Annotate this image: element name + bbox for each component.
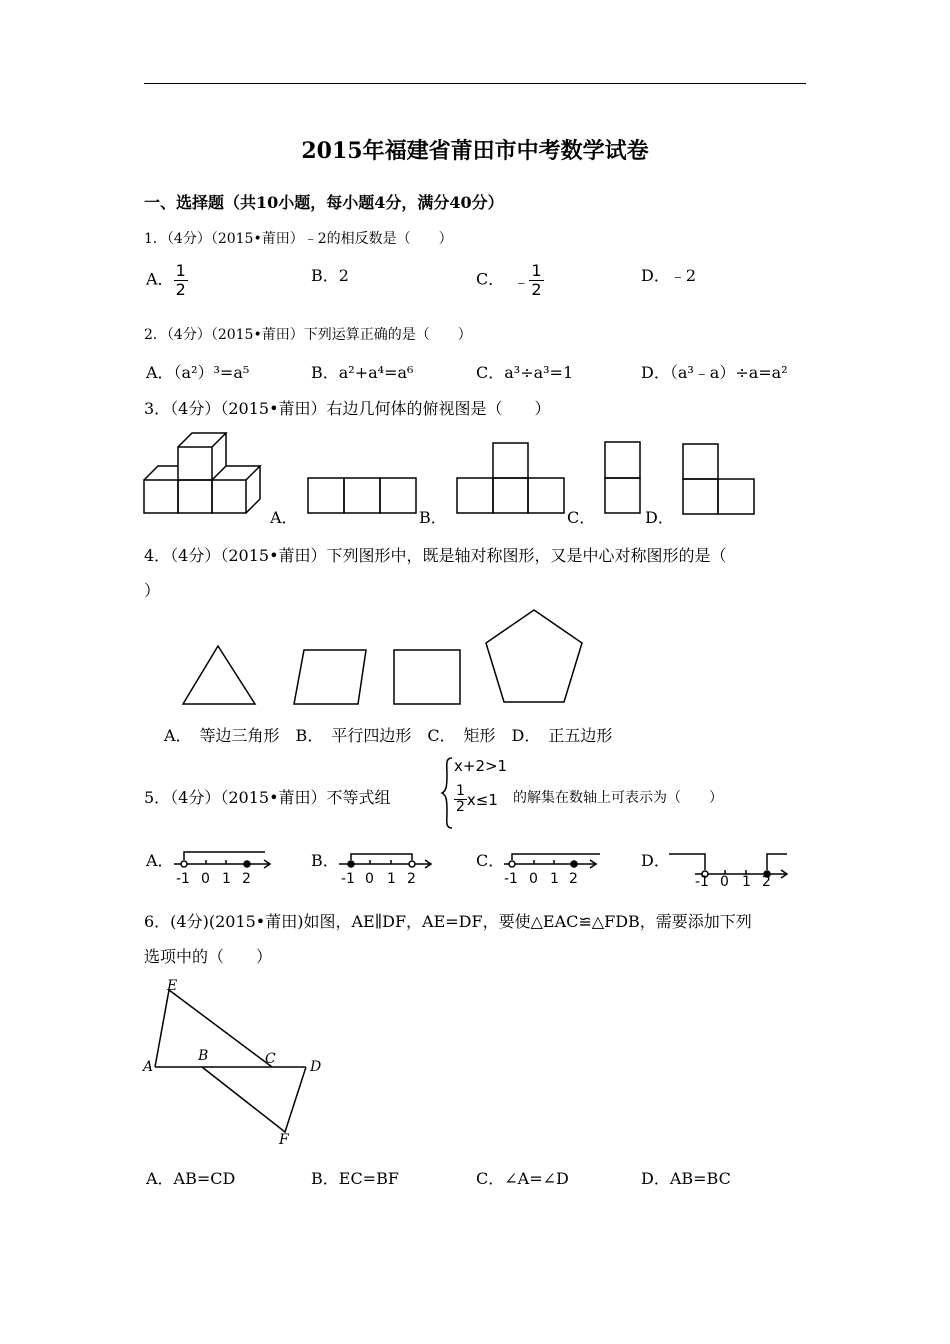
label-a: A: [143, 1059, 154, 1075]
system-brace: [440, 755, 454, 831]
question-3-option-d[interactable]: D．: [645, 508, 674, 527]
solid-figure: [140, 426, 270, 518]
tick-label: 2: [407, 871, 416, 886]
question-6-option-a[interactable]: A．AB=CD: [146, 1169, 236, 1188]
top-view-b[interactable]: [455, 441, 567, 516]
tick-label: -1: [695, 874, 709, 888]
fraction-one-half: $\frac{1}{2}$: [175, 261, 186, 299]
geometry-figure: [140, 976, 340, 1151]
minus-sign: ﹣: [513, 271, 530, 291]
equilateral-triangle: [183, 646, 255, 704]
question-5-option-c[interactable]: C．: [476, 851, 505, 870]
tick-label: -1: [504, 871, 518, 886]
inequality-2: $\frac{1}{2}$ x≤1: [456, 783, 498, 816]
number-line-c[interactable]: [500, 846, 605, 886]
question-2-stem: 2．（4分）（2015•莆田）下列运算正确的是（ ）: [144, 327, 472, 343]
question-4-stem-line2: ）: [144, 581, 161, 600]
question-1-stem: 1．（4分）（2015•莆田）﹣2的相反数是（ ）: [144, 231, 453, 247]
question-2-option-b[interactable]: B．a²+a⁴=a⁶: [311, 363, 414, 382]
question-4-shapes: [180, 606, 590, 710]
question-5-option-b[interactable]: B．: [311, 851, 339, 870]
question-5-stem-prefix: 5．（4分）（2015•莆田）不等式组: [144, 788, 391, 807]
page-title: 2015年福建省莆田市中考数学试卷: [301, 138, 649, 164]
triangle-fdb: [202, 1067, 306, 1132]
question-3-option-b[interactable]: B．: [419, 508, 447, 527]
question-1-option-d[interactable]: D．﹣2: [641, 266, 697, 285]
tick-label: 0: [720, 874, 729, 888]
question-6-stem-line2: 选项中的（ ）: [144, 947, 273, 966]
header-rule: [144, 83, 806, 84]
label-b: B: [198, 1048, 209, 1064]
tick-label: 0: [529, 871, 538, 886]
label-d: D: [310, 1059, 322, 1075]
question-2-option-c[interactable]: C．a³÷a³=1: [476, 363, 574, 382]
tick-label: 1: [550, 871, 559, 886]
rectangle: [394, 650, 460, 704]
tick-label: -1: [341, 871, 355, 886]
question-1-option-a[interactable]: [146, 262, 188, 298]
tick-label: -1: [176, 871, 190, 886]
question-6-option-d[interactable]: D．AB=BC: [641, 1169, 731, 1188]
label-e: E: [167, 978, 178, 994]
question-3-stem: 3．（4分）（2015•莆田）右边几何体的俯视图是（ ）: [144, 399, 551, 418]
tick-label: 1: [222, 871, 231, 886]
tick-label: 1: [742, 874, 751, 888]
tick-label: 0: [365, 871, 374, 886]
tick-label: 2: [242, 871, 251, 886]
question-6-option-c[interactable]: C．∠A=∠D: [476, 1169, 569, 1188]
question-1-option-c[interactable]: [476, 262, 544, 298]
parallelogram: [294, 650, 366, 704]
question-5-option-a[interactable]: A．: [146, 851, 174, 870]
question-2-option-a[interactable]: A．（a²）³=a⁵: [146, 363, 250, 382]
top-view-d[interactable]: [681, 442, 757, 516]
fraction-one-half: $\frac{1}{2}$: [456, 783, 465, 816]
regular-pentagon: [486, 610, 582, 702]
number-line-b[interactable]: [335, 846, 440, 886]
question-4-options[interactable]: A． 等边三角形 B． 平行四边形 C． 矩形 D． 正五边形: [164, 726, 613, 745]
tick-label: 2: [569, 871, 578, 886]
question-3-option-a[interactable]: A．: [270, 508, 298, 527]
question-6-option-b[interactable]: B．EC=BF: [311, 1169, 399, 1188]
label-f: F: [279, 1132, 289, 1148]
question-4-stem-line1: 4．（4分）（2015•莆田）下列图形中，既是轴对称图形，又是中心对称图形的是（: [144, 546, 727, 565]
question-2-option-d[interactable]: D．（a³﹣a）÷a=a²: [641, 363, 788, 382]
question-5-option-d[interactable]: D．: [641, 851, 670, 870]
fraction-one-half: $\frac{1}{2}$: [531, 261, 542, 299]
option-a-label: A．: [146, 269, 174, 289]
triangle-eac: [155, 990, 272, 1067]
option-c-label: C．: [476, 269, 505, 289]
tick-label: 0: [201, 871, 210, 886]
number-line-a[interactable]: [170, 846, 275, 886]
section-heading: 一、选择题（共10小题，每小题4分，满分40分）: [144, 193, 504, 212]
tick-label: 1: [387, 871, 396, 886]
question-6-stem-line1: 6．(4分)(2015•莆田)如图，AE∥DF，AE=DF，要使△EAC≌△FDB，需要添加下列: [144, 912, 752, 931]
number-line-d[interactable]: [667, 846, 792, 888]
tick-label: 2: [762, 874, 771, 888]
question-3-option-c[interactable]: C．: [567, 508, 596, 527]
question-5-stem-suffix: 的解集在数轴上可表示为（ ）: [513, 790, 723, 806]
label-c: C: [265, 1051, 276, 1067]
inequality-1: x+2>1: [454, 757, 508, 775]
question-1-option-b[interactable]: B．2: [311, 266, 349, 285]
top-view-a[interactable]: [306, 476, 418, 516]
top-view-c[interactable]: [603, 440, 643, 516]
